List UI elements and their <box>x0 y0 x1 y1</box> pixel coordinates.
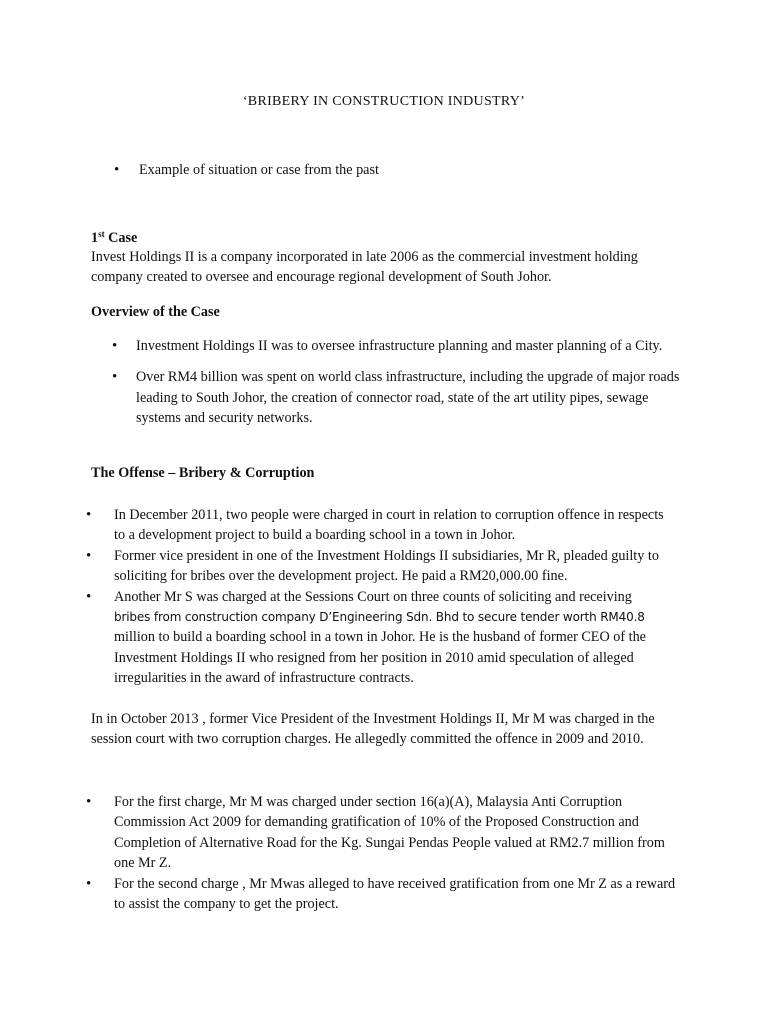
charge-bullet: • For the first charge, Mr M was charged under section 16(a)(A), Malaysia Anti Corruption Commission Act 2009 for demanding gratification of 10% of the Proposed Construction and Completion of Alternative Road for the Kg. Sungai Pendas People valued at RM2.7 million from one Mr Z. <box>114 792 680 874</box>
overview-bullet: • Investment Holdings II was to oversee infrastructure planning and master planning of a City. <box>136 336 681 356</box>
offense-heading <box>91 463 691 483</box>
overview-heading <box>91 302 691 322</box>
october-paragraph: In in October 2013 , former Vice President of the Investment Holdings II, Mr M was charged in the session court with two corruption charges. He allegedly committed the offence in 2009 and 2010. <box>91 711 655 748</box>
case1-heading-word: Case <box>108 230 138 246</box>
offense-bullet3-rest: million to build a boarding school in a town in Johor. He is the husband of former CEO of the Investment Holdings II who resigned from her position in 2010 amid speculation of alleged irregularities in the award of infrastructure contracts. <box>114 629 646 687</box>
offense-list <box>114 505 674 689</box>
offense-heading-text: The Offense – Bribery & Corruption <box>91 465 315 481</box>
case1-heading-num: 1 <box>91 230 99 246</box>
offense-bullet: • Former vice president in one of the Investment Holdings II subsidiaries, Mr R, pleaded guilty to soliciting for bribes over the development project. He paid a RM20,000.00 fine. <box>114 546 674 587</box>
offense-bullet3-line1: Another Mr S was charged at the Sessions Court on three counts of soliciting and receiving <box>114 588 632 605</box>
offense-bullet <box>114 587 674 689</box>
case1-heading-sup: st <box>98 229 105 239</box>
document-title: ‘BRIBERY IN CONSTRUCTION INDUSTRY’ <box>242 94 526 109</box>
overview-bullet: • Over RM4 billion was spent on world class infrastructure, including the upgrade of major roads leading to South Johor, the creation of connector road, state of the art utility pipes, sewage systems and security networks. <box>136 367 681 428</box>
charges-list <box>114 792 680 914</box>
intro-bullet: • Example of situation or case from the past <box>139 160 699 180</box>
offense-bullet: • In December 2011, two people were charged in court in relation to corruption offence in respects to a development project to build a boarding school in a town in Johor. <box>114 505 674 546</box>
overview-list <box>136 336 681 429</box>
case1-description: Invest Holdings II is a company incorporated in late 2006 as the commercial investment holding company created to oversee and encourage regional development of South Johor. <box>91 249 638 286</box>
intro-list <box>139 160 699 180</box>
offense-bullet3-line2: bribes from construction company D’Engineering Sdn. Bhd to secure tender worth RM40.8 <box>114 610 645 625</box>
case1-heading <box>91 228 691 248</box>
overview-heading-text: Overview of the Case <box>91 304 220 320</box>
charge-bullet: • For the second charge , Mr Mwas alleged to have received gratification from one Mr Z as a reward to assist the company to get the project. <box>114 874 680 915</box>
